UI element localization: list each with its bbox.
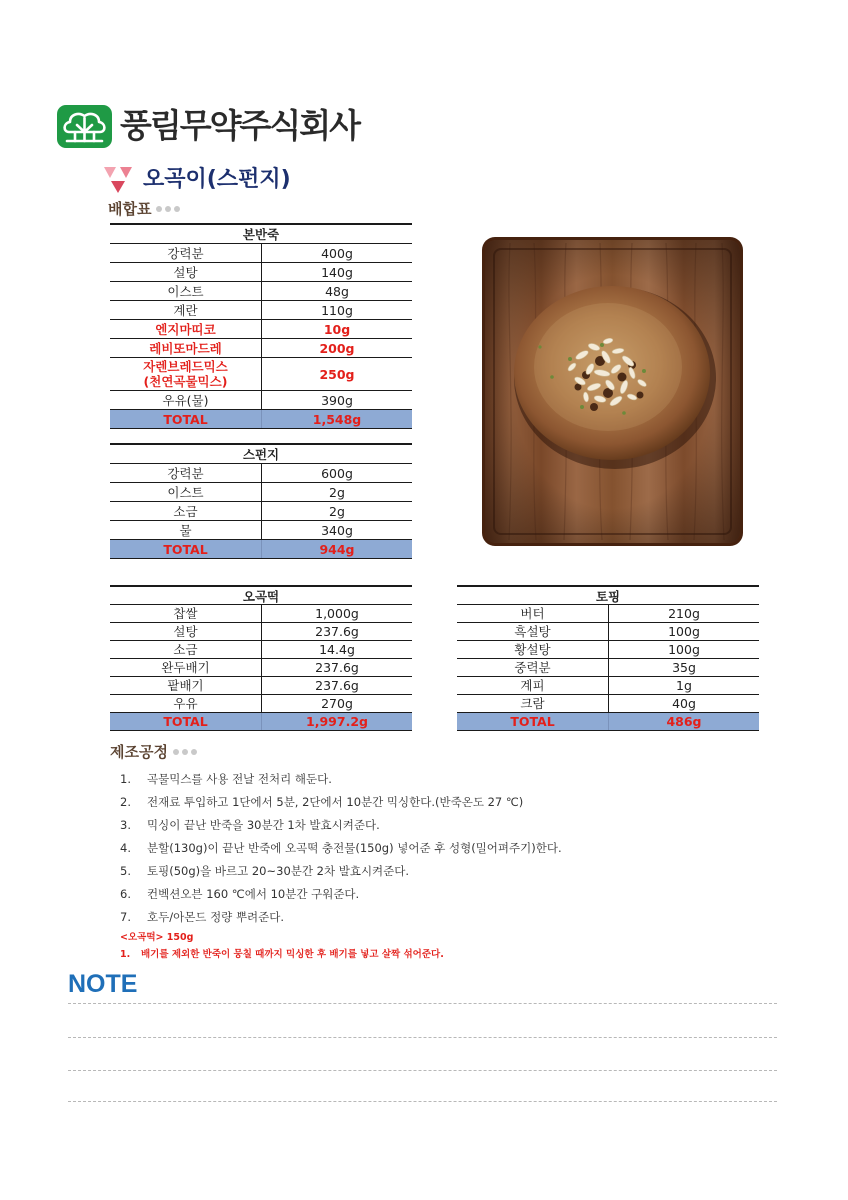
ingredient-amount: 35g bbox=[608, 659, 759, 676]
total-amount: 486g bbox=[608, 713, 759, 730]
pistachio-fleck bbox=[642, 369, 646, 373]
total-amount: 1,548g bbox=[261, 410, 412, 428]
process-section-heading bbox=[110, 743, 197, 761]
ingredient-name-line2: (천연곡물믹스) bbox=[143, 374, 228, 389]
table-row bbox=[110, 521, 412, 540]
ingredient-name: 황설탕 bbox=[514, 642, 551, 657]
ingredient-amount: 10g bbox=[261, 320, 412, 338]
note-line bbox=[68, 1070, 777, 1071]
total-label: TOTAL bbox=[510, 714, 555, 729]
ingredient-amount: 100g bbox=[608, 641, 759, 658]
table-header: 본반죽 bbox=[110, 225, 412, 244]
pistachio-fleck bbox=[538, 345, 541, 348]
table-row bbox=[110, 301, 412, 320]
dot bbox=[191, 749, 197, 755]
ingredient-amount: 40g bbox=[608, 695, 759, 712]
step-number: 5. bbox=[120, 863, 131, 878]
walnut-piece bbox=[637, 392, 644, 399]
total-amount: 1,997.2g bbox=[261, 713, 412, 730]
note-heading: NOTE bbox=[68, 970, 138, 998]
ingredient-name: 레비또마드레 bbox=[149, 340, 222, 356]
table-row bbox=[110, 339, 412, 358]
step-number: 1. bbox=[120, 771, 131, 786]
total-row bbox=[457, 713, 759, 731]
ingredient-name: 이스트 bbox=[167, 484, 204, 500]
ingredient-name: 계피 bbox=[520, 678, 545, 693]
ingredient-name: 우유 bbox=[173, 696, 198, 711]
process-steps bbox=[120, 767, 562, 928]
table-row bbox=[457, 605, 759, 623]
table-row bbox=[110, 391, 412, 410]
note-line bbox=[68, 1101, 777, 1102]
step-text: 호두/아몬드 정량 뿌려준다. bbox=[147, 909, 285, 924]
ingredient-amount: 237.6g bbox=[261, 623, 412, 640]
ingredient-amount: 390g bbox=[261, 391, 412, 409]
ingredient-amount: 200g bbox=[261, 339, 412, 357]
ingredient-amount: 400g bbox=[261, 244, 412, 262]
total-amount: 944g bbox=[261, 540, 412, 558]
ingredient-amount: 1g bbox=[608, 677, 759, 694]
step-text: 믹싱이 끝난 반죽을 30분간 1차 발효시켜준다. bbox=[147, 817, 380, 832]
company-name: 풍림무약주식회사 bbox=[120, 106, 360, 145]
pistachio-fleck bbox=[550, 375, 554, 379]
table-header: 스펀지 bbox=[110, 445, 412, 464]
ingredient-name: 강력분 bbox=[167, 245, 204, 261]
list-item bbox=[120, 813, 562, 836]
filling-note-item bbox=[120, 949, 444, 961]
ingredient-amount: 110g bbox=[261, 301, 412, 319]
ingredient-name: 설탕 bbox=[173, 624, 198, 639]
ingredient-name: 완두배기 bbox=[161, 660, 210, 675]
list-item bbox=[120, 836, 562, 859]
table-row bbox=[110, 282, 412, 301]
bread-photo-image bbox=[482, 237, 743, 546]
recipe-title-row bbox=[103, 165, 291, 195]
table-row bbox=[457, 677, 759, 695]
pistachio-fleck bbox=[580, 405, 584, 409]
table-row bbox=[110, 483, 412, 502]
step-text: 곡물믹스를 사용 전날 전처리 해둔다. bbox=[147, 771, 332, 786]
ingredient-name: 엔지마띠코 bbox=[155, 321, 216, 337]
ingredient-name bbox=[110, 358, 261, 390]
ingredient-amount: 270g bbox=[261, 695, 412, 712]
topping-table bbox=[457, 585, 759, 731]
ingredient-name: 설탕 bbox=[173, 264, 198, 280]
page-title: 오곡이(스펀지) bbox=[143, 167, 291, 192]
table-row bbox=[110, 695, 412, 713]
ingredient-name: 중력분 bbox=[514, 660, 551, 675]
ingredient-amount: 140g bbox=[261, 263, 412, 281]
ogok-filling-table bbox=[110, 585, 412, 731]
filling-note-title: <오곡떡> 150g bbox=[120, 932, 194, 943]
total-row bbox=[110, 540, 412, 559]
list-item bbox=[120, 790, 562, 813]
ingredient-name: 물 bbox=[179, 522, 192, 538]
step-text: 컨벡션오븐 160 ℃에서 10분간 구워준다. bbox=[147, 886, 360, 901]
ingredient-name: 이스트 bbox=[167, 283, 204, 299]
ingredient-name-line1: 자렌브레드믹스 bbox=[143, 359, 228, 374]
table-row bbox=[110, 320, 412, 339]
pistachio-fleck bbox=[568, 357, 572, 361]
ingredient-name: 찹쌀 bbox=[173, 606, 198, 621]
section-label: 제조공정 bbox=[110, 743, 168, 761]
ingredient-name: 크람 bbox=[520, 696, 545, 711]
table-row bbox=[457, 659, 759, 677]
table-row bbox=[110, 358, 412, 391]
dot bbox=[165, 206, 171, 212]
ingredient-amount: 2g bbox=[261, 502, 412, 520]
step-text: 분할(130g)이 끝난 반죽에 오곡떡 충전물(150g) 넣어준 후 성형(밀어펴주기)한다. bbox=[147, 840, 562, 855]
ingredient-amount: 340g bbox=[261, 521, 412, 539]
walnut-piece bbox=[590, 403, 598, 411]
section-label: 배합표 bbox=[108, 200, 152, 218]
dot bbox=[174, 206, 180, 212]
table-row bbox=[457, 641, 759, 659]
ingredient-amount: 237.6g bbox=[261, 659, 412, 676]
tree-logo-icon bbox=[57, 105, 112, 148]
three-dots-icon bbox=[156, 206, 180, 212]
total-row bbox=[110, 713, 412, 731]
formula-section-heading bbox=[108, 200, 180, 218]
table-row bbox=[110, 502, 412, 521]
sponge-table bbox=[110, 443, 412, 559]
ingredient-name: 우유(물) bbox=[162, 392, 209, 408]
step-number: 3. bbox=[120, 817, 131, 832]
ingredient-amount: 1,000g bbox=[261, 605, 412, 622]
ingredient-name: 소금 bbox=[173, 503, 198, 519]
list-item bbox=[120, 767, 562, 790]
company-logo bbox=[57, 104, 359, 148]
table-row bbox=[457, 623, 759, 641]
bread-photo bbox=[482, 237, 743, 546]
total-label: TOTAL bbox=[163, 541, 208, 557]
main-dough-table bbox=[110, 223, 412, 429]
table-row bbox=[110, 641, 412, 659]
list-item bbox=[120, 859, 562, 882]
ingredient-amount: 100g bbox=[608, 623, 759, 640]
pistachio-fleck bbox=[622, 411, 626, 415]
table-row bbox=[110, 605, 412, 623]
note-line bbox=[68, 1003, 777, 1004]
ingredient-amount: 237.6g bbox=[261, 677, 412, 694]
ingredient-amount: 48g bbox=[261, 282, 412, 300]
ingredient-name: 버터 bbox=[520, 606, 545, 621]
step-text: 토핑(50g)을 바르고 20~30분간 2차 발효시켜준다. bbox=[147, 863, 410, 878]
ingredient-amount: 14.4g bbox=[261, 641, 412, 658]
table-header: 오곡떡 bbox=[110, 587, 412, 605]
note-item-number: 1. bbox=[120, 949, 131, 960]
dot bbox=[182, 749, 188, 755]
step-number: 4. bbox=[120, 840, 131, 855]
pistachio-fleck bbox=[600, 343, 604, 347]
table-row bbox=[110, 677, 412, 695]
list-item bbox=[120, 882, 562, 905]
dot bbox=[156, 206, 162, 212]
ingredient-amount: 250g bbox=[261, 358, 412, 390]
ingredient-amount: 210g bbox=[608, 605, 759, 622]
total-label: TOTAL bbox=[163, 411, 208, 427]
table-row bbox=[110, 659, 412, 677]
ingredient-name: 흑설탕 bbox=[514, 624, 551, 639]
step-number: 2. bbox=[120, 794, 131, 809]
bread bbox=[514, 286, 716, 469]
triangle-cluster-icon bbox=[103, 166, 133, 194]
list-item bbox=[120, 905, 562, 928]
total-label: TOTAL bbox=[163, 714, 208, 729]
dot bbox=[173, 749, 179, 755]
ingredient-amount: 600g bbox=[261, 464, 412, 482]
table-row bbox=[457, 695, 759, 713]
note-item-text: 배기를 제외한 반죽이 뭉칠 때까지 믹싱한 후 배기를 넣고 살짝 섞어준다. bbox=[141, 949, 444, 960]
ingredient-name: 강력분 bbox=[167, 465, 204, 481]
ingredient-name: 팥배기 bbox=[167, 678, 204, 693]
ingredient-amount: 2g bbox=[261, 483, 412, 501]
table-row bbox=[110, 623, 412, 641]
step-number: 6. bbox=[120, 886, 131, 901]
ingredient-name: 계란 bbox=[173, 302, 198, 318]
table-header: 토핑 bbox=[457, 587, 759, 605]
note-line bbox=[68, 1037, 777, 1038]
ingredient-name: 소금 bbox=[173, 642, 198, 657]
step-number: 7. bbox=[120, 909, 131, 924]
total-row bbox=[110, 410, 412, 429]
table-row bbox=[110, 464, 412, 483]
table-row bbox=[110, 263, 412, 282]
table-row bbox=[110, 244, 412, 263]
three-dots-icon bbox=[173, 749, 197, 755]
step-text: 전재료 투입하고 1단에서 5분, 2단에서 10분간 믹싱한다.(반죽온도 27 ℃) bbox=[147, 794, 524, 809]
